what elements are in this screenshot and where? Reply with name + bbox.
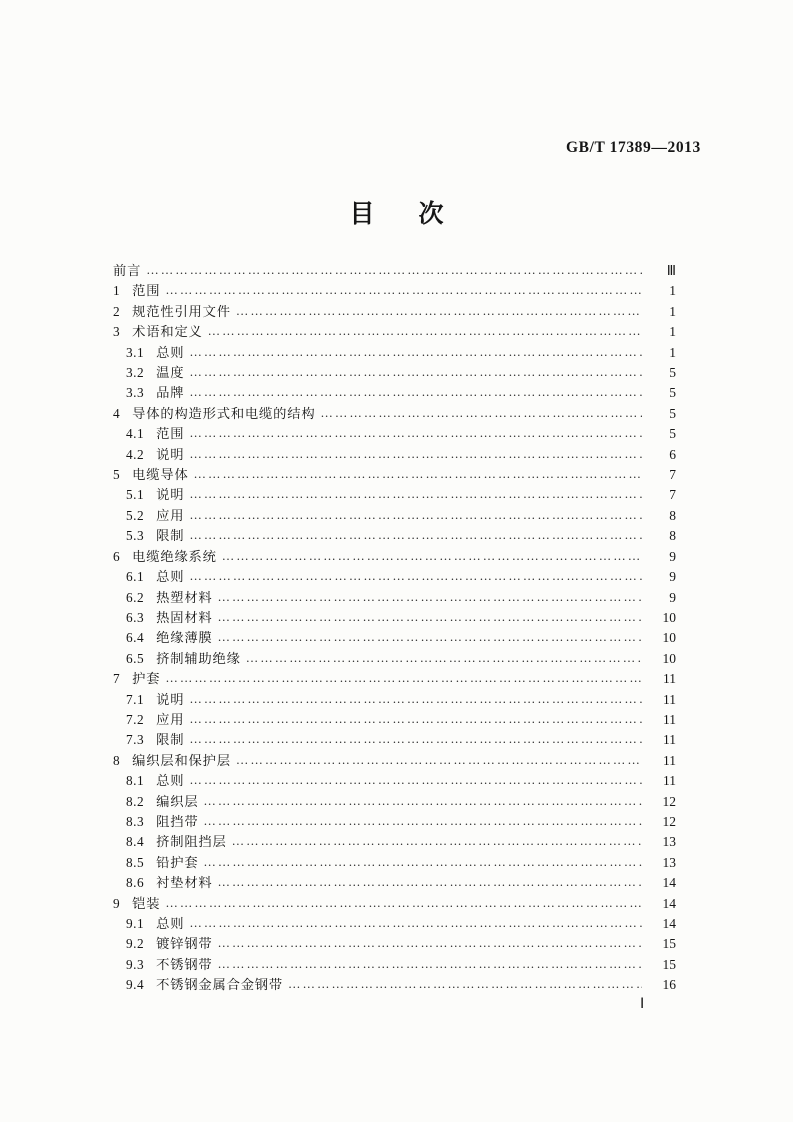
toc-entry-number: 7.2 [126,711,145,727]
toc-entry-number: 6.3 [126,609,145,625]
toc-entry-number: 7 [113,671,121,687]
toc-leader-dots [288,974,642,994]
toc-entry [113,914,676,934]
toc-entry-label: 温度 [156,365,185,381]
toc-entry-page: 9 [669,548,676,564]
toc-entry [113,506,676,526]
toc-entry [113,608,676,628]
toc-entry-page: 1 [669,283,676,299]
toc-entry-label: 镀锌钢带 [156,936,213,952]
toc-leader-dots [189,913,642,933]
toc-entry-page: 9 [669,569,676,585]
toc-entry-label: 衬垫材料 [156,875,213,891]
toc-entry-page: 6 [669,446,676,462]
toc-leader-dots [194,464,642,484]
toc-entry-label: 护套 [132,671,161,687]
toc-entry [113,649,676,669]
toc-entry-number: 6 [113,548,121,564]
toc-entry-number: 5.1 [126,487,145,503]
toc-entry [113,424,676,444]
toc-entry [113,445,676,465]
toc-leader-dots [165,280,642,300]
toc-entry-number: 8.4 [126,834,145,850]
toc-entry-label: 说明 [156,446,185,462]
toc-entry-page: 7 [669,467,676,483]
toc-entry-page: 7 [669,487,676,503]
toc-entry-page: 5 [669,365,676,381]
toc-entry-page: 13 [662,854,676,870]
toc-entry-page: 14 [662,895,676,911]
toc-leader-dots [218,933,642,953]
toc-leader-dots [236,750,642,770]
toc-leader-dots [189,566,642,586]
toc-entry-label: 挤制辅助绝缘 [156,650,241,666]
toc-entry [113,302,676,322]
toc-entry-label: 热塑材料 [156,589,213,605]
toc-leader-dots [189,382,642,402]
toc-entry-label: 编织层和保护层 [132,752,231,768]
toc-leader-dots [203,791,642,811]
toc-entry-page: 11 [663,711,676,727]
toc-entry-number: 5 [113,467,121,483]
toc-entry [113,812,676,832]
toc-leader-dots [218,587,642,607]
toc-entry-page: 1 [669,344,676,360]
toc-entry-number: 9.4 [126,977,145,993]
toc-entry-label: 总则 [156,344,185,360]
toc-leader-dots [165,668,642,688]
toc-entry [113,853,676,873]
toc-entry [113,485,676,505]
toc-leader-dots [189,689,642,709]
toc-entry-label: 编织层 [156,793,199,809]
toc-leader-dots [218,627,642,647]
standard-code: GB/T 17389—2013 [566,139,701,156]
toc-entry-page: 16 [662,977,676,993]
toc-entry-page: 11 [663,671,676,687]
toc-entry-label: 总则 [156,773,185,789]
toc-entry-number: 6.1 [126,569,145,585]
toc-entry-number: 2 [113,303,121,319]
footer-page-number: Ⅰ [640,996,646,1012]
toc-entry-page: 11 [663,773,676,789]
toc-leader-dots [165,893,642,913]
toc-entry-number: 9.2 [126,936,145,952]
toc-entry-number: 9.1 [126,916,145,931]
toc-entry [113,710,676,730]
toc-entry-label: 不锈钢金属合金钢带 [156,977,283,993]
toc-entry-label: 热固材料 [156,609,213,625]
toc-leader-dots [146,260,642,280]
toc-leader-dots [189,505,642,525]
toc-entry-page: 11 [663,752,676,768]
toc-entry-number: 6.4 [126,630,145,646]
toc-entry [113,832,676,852]
toc-entry-label: 总则 [156,569,185,585]
page-title: 目次 [349,200,488,228]
toc-entry-page: 5 [669,426,676,442]
toc-leader-dots [203,811,642,831]
toc-entry [113,261,676,281]
toc-entry-label: 范围 [132,283,161,299]
toc-entry-page: 1 [669,303,676,319]
toc-entry-number: 8.5 [126,854,145,870]
toc-entry [113,934,676,954]
toc-entry-page: 11 [663,691,676,707]
toc-entry [113,526,676,546]
toc-entry-page: 12 [662,793,676,809]
toc-entry [113,792,676,812]
toc-leader-dots [189,423,642,443]
toc-entry [113,873,676,893]
toc-entry-label: 铅护套 [156,854,199,870]
toc-entry-number: 9 [113,895,121,911]
toc-leader-dots [218,872,642,892]
toc-entry-number: 9.3 [126,956,145,972]
toc-leader-dots [236,301,642,321]
toc-entry-label: 应用 [156,507,185,523]
toc-leader-dots [189,342,642,362]
toc-entry [113,894,676,914]
toc-entry [113,281,676,301]
toc-entry-label: 挤制阻挡层 [156,834,227,850]
toc-entry [113,567,676,587]
toc-entry-label: 电缆导体 [132,467,189,483]
toc-entry-number: 8.6 [126,875,145,891]
toc-leader-dots [189,484,642,504]
toc-entry-page: 15 [662,956,676,972]
toc-entry-page: 5 [669,385,676,401]
toc-entry-number: 1 [113,283,121,299]
toc-entry [113,628,676,648]
toc-leader-dots [189,770,642,790]
toc-entry [113,322,676,342]
toc-entry-number: 5.2 [126,507,145,523]
toc-leader-dots [208,321,642,341]
toc-entry-label: 总则 [156,916,185,931]
toc-entry-label: 导体的构造形式和电缆的结构 [132,405,316,421]
toc-entry-number: 7.1 [126,691,145,707]
toc-entry-page: 14 [662,916,676,931]
toc-entry-number: 4.1 [126,426,145,442]
toc-entry-label: 限制 [156,732,185,748]
toc-entry [113,730,676,750]
toc-entry [113,669,676,689]
toc-entry [113,547,676,567]
toc-entry-label: 品牌 [156,385,185,401]
toc-leader-dots [232,831,642,851]
toc-entry [113,343,676,363]
toc-entry [113,751,676,771]
toc-entry-label: 绝缘薄膜 [156,630,213,646]
toc-entry-page: 10 [662,609,676,625]
toc-entry-page: 14 [662,875,676,891]
toc-entry-label: 铠装 [132,895,161,911]
toc-entry-page: Ⅲ [666,263,676,278]
toc-entry [113,955,676,975]
toc-entry [113,975,676,995]
toc-entry-page: 1 [669,324,676,340]
toc-leader-dots [203,852,642,872]
toc-entry-label: 规范性引用文件 [132,303,231,319]
toc-entry [113,588,676,608]
toc-leader-dots [222,546,642,566]
toc-entry [113,404,676,424]
toc-leader-dots [218,954,642,974]
toc-leader-dots [189,444,642,464]
toc-entry-number: 7.3 [126,732,145,748]
toc-entry-page: 9 [669,589,676,605]
toc-entry [113,363,676,383]
toc-entry-label: 电缆绝缘系统 [132,548,217,564]
toc-entry-label: 阻挡带 [156,813,199,829]
toc-entry-number: 8.1 [126,773,145,789]
toc-entry [113,465,676,485]
toc-entry-page: 12 [662,813,676,829]
toc-entry-page: 8 [669,528,676,544]
toc-entry-label: 应用 [156,711,185,727]
toc-leader-dots [246,648,642,668]
toc-entry-page: 10 [662,630,676,646]
toc-leader-dots [218,607,642,627]
toc-leader-dots [189,709,642,729]
toc-entry-number: 3 [113,324,121,340]
toc-entry-number: 4.2 [126,446,145,462]
toc-entry-number: 5.3 [126,528,145,544]
toc-entry-number: 3.3 [126,385,145,401]
toc-entry-label: 范围 [156,426,185,442]
toc-entry-label: 不锈钢带 [156,956,213,972]
toc-entry-label: 说明 [156,691,185,707]
toc-entry-page: 11 [663,732,676,748]
toc-list [113,261,676,996]
toc-entry-number: 3.2 [126,365,145,381]
toc-entry-page: 10 [662,650,676,666]
toc-entry-number: 6.5 [126,650,145,666]
toc-entry-label: 说明 [156,487,185,503]
toc-entry-page: 5 [669,405,676,421]
toc-entry-number: 3.1 [126,344,145,360]
toc-entry-number: 6.2 [126,589,145,605]
toc-leader-dots [320,403,642,423]
toc-entry-number: 8.2 [126,793,145,809]
toc-leader-dots [189,729,642,749]
toc-entry-number: 8.3 [126,813,145,829]
toc-entry-label: 术语和定义 [132,324,203,340]
toc-entry-page: 13 [662,834,676,850]
toc-entry-page: 8 [669,507,676,523]
toc-entry-page: 15 [662,936,676,952]
toc-entry [113,383,676,403]
toc-leader-dots [189,525,642,545]
toc-entry [113,771,676,791]
toc-entry-number: 4 [113,405,121,421]
toc-entry-label: 前言 [113,263,142,278]
toc-entry-number: 8 [113,752,121,768]
toc-entry-label: 限制 [156,528,185,544]
toc-leader-dots [189,362,642,382]
toc-entry [113,690,676,710]
